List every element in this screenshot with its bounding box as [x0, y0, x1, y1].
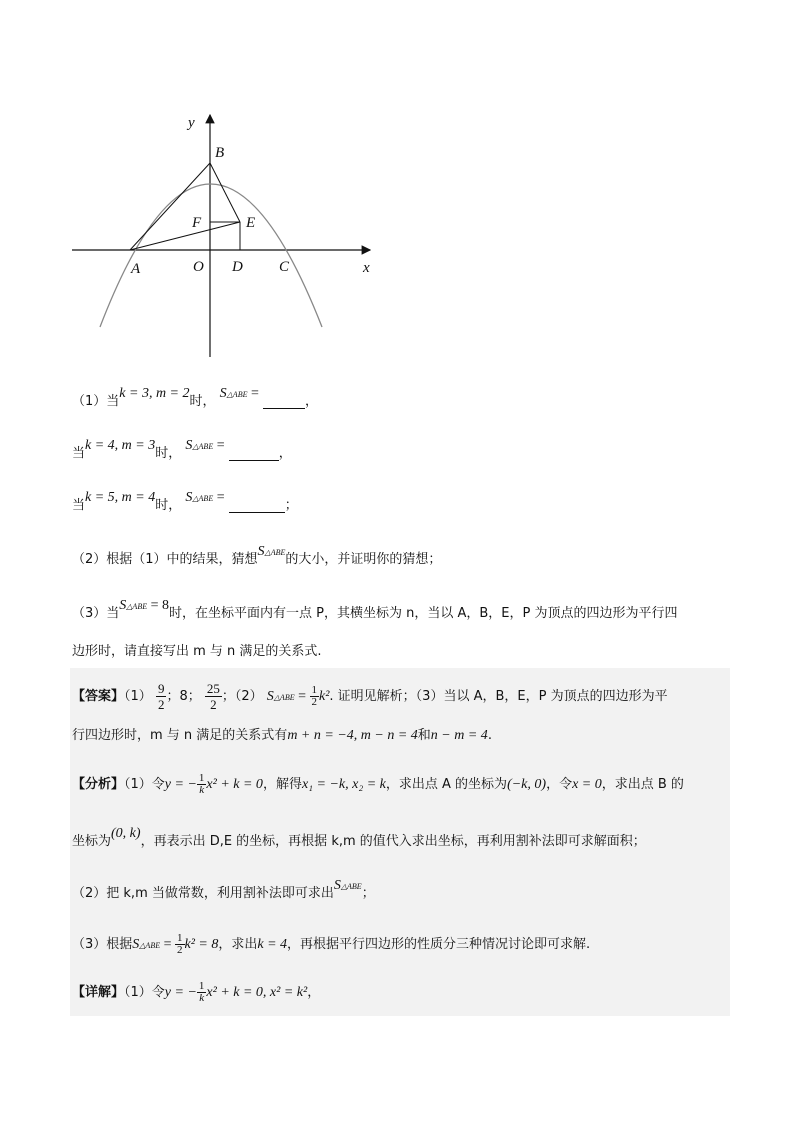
segment-BE: [210, 163, 240, 222]
answer-line-2: 行四边形时，m 与 n 满足的关系式有m + n = −4, m − n = 4和n − m = 4.: [72, 728, 492, 743]
q3-line-2: 边形时，请直接写出 m 与 n 满足的关系式.: [72, 644, 322, 659]
answer-blank-2[interactable]: [229, 446, 279, 461]
analysis-line-4: （3）根据S△ABE = $\frac{1}{2}$ k² = 8，求出k = 4，再根据平行四边形的性质分三种情况讨论即可求解.: [72, 932, 591, 956]
label-A: A: [131, 261, 141, 277]
parabola-curve: [100, 184, 322, 327]
answer-blank-1[interactable]: [263, 394, 305, 409]
q1-line-3: 当k = 5, m = 4时， S△ABE = ；: [72, 490, 298, 513]
label-C: C: [279, 259, 290, 275]
label-F: F: [192, 215, 202, 231]
q1-line-1: （1）当k = 3, m = 2时， S△ABE = ，: [72, 386, 319, 409]
label-y: y: [188, 115, 195, 131]
analysis-line-2: 坐标为(0, k)，再表示出 D,E 的坐标，再根据 k,m 的值代入求出坐标，再利用割补法即可求解面积；: [72, 826, 646, 849]
answer-blank-3[interactable]: [229, 498, 285, 513]
analysis-line-1: 【分析】（1）令y = − $\frac{1}{k}$ x² + k = 0，解得x₁ = −k, x₂ = k，求出点 A 的坐标为(−k, 0)，令x = 0，求出点 B 的: [72, 772, 684, 796]
segment-AB: [130, 163, 210, 250]
parabola-figure: [60, 105, 390, 365]
label-E: E: [246, 215, 256, 231]
label-x: x: [363, 260, 370, 276]
answer-line-1: 【答案】（1） $\frac{9}{2}$ ；8； $\frac{25}{2}$ ；（2） S△ABE = $\frac{1}{2}$ k². 证明见解析；（3）当以 A，B，E，P 为顶点的四边形为平: [72, 681, 668, 712]
segment-AE: [130, 222, 240, 250]
q1-line-2: 当k = 4, m = 3时， S△ABE = ，: [72, 438, 292, 461]
analysis-line-3: （2）把 k,m 当做常数，利用割补法即可求出S△ABE；: [72, 878, 375, 901]
label-D: D: [232, 259, 243, 275]
label-B: B: [215, 145, 225, 161]
fraction-1-2: $\frac{1}{2}$: [311, 684, 317, 708]
q3-line-1: （3）当S△ABE = 8时，在坐标平面内有一点 P，其横坐标为 n，当以 A，B，E，P 为顶点的四边形为平行四: [72, 598, 678, 621]
fraction-9-2: $\frac{9}{2}$: [157, 681, 165, 712]
detail-line-1: 【详解】（1）令y = − $\frac{1}{k}$ x² + k = 0, x² = k²，: [72, 980, 321, 1004]
fraction-25-2: $\frac{25}{2}$: [206, 681, 220, 712]
q2-line: （2）根据（1）中的结果，猜想S△ABE的大小，并证明你的猜想；: [72, 544, 442, 567]
label-O: O: [193, 259, 204, 275]
